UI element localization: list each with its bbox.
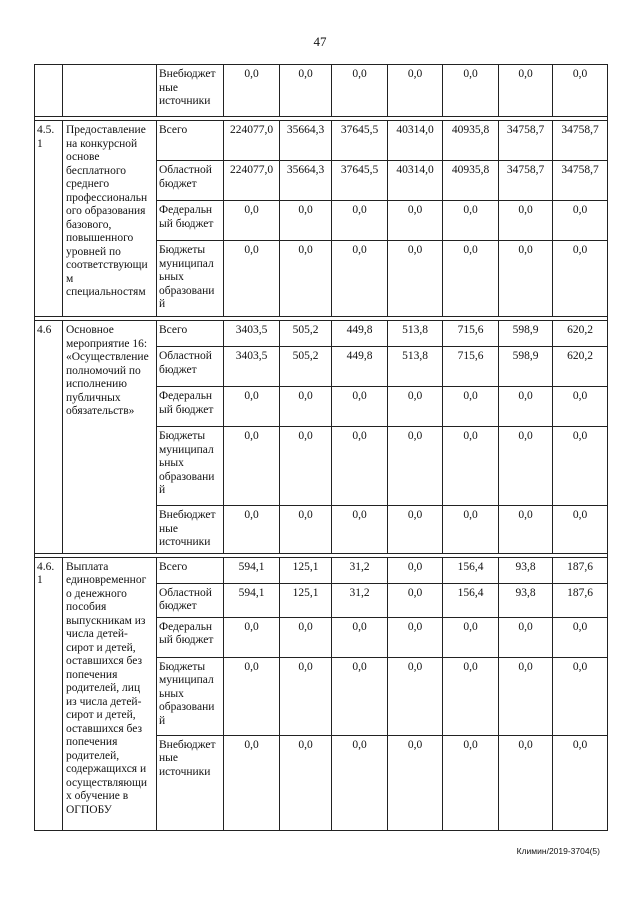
amount-cell: 35664,3 [280,121,332,161]
amount-cell: 224077,0 [224,161,280,201]
funding-source: Всего [157,321,224,347]
amount-cell: 0,0 [443,387,499,427]
amount-cell: 0,0 [443,201,499,241]
amount-cell: 0,0 [388,557,443,583]
amount-cell: 0,0 [224,735,280,830]
funding-source: Всего [157,121,224,161]
item-index: 4.6. 1 [35,557,63,830]
amount-cell: 0,0 [224,241,280,317]
amount-cell: 0,0 [388,201,443,241]
item-index: 4.6 [35,321,63,554]
amount-cell: 40314,0 [388,121,443,161]
amount-cell: 0,0 [224,387,280,427]
amount-cell: 0,0 [388,65,443,117]
amount-cell: 0,0 [332,65,388,117]
funding-source: Внебюджет ные источники [157,65,224,117]
amount-cell: 187,6 [553,557,608,583]
amount-cell: 598,9 [499,347,553,387]
amount-cell: 0,0 [499,506,553,554]
amount-cell: 0,0 [553,427,608,506]
amount-cell: 0,0 [280,427,332,506]
amount-cell: 156,4 [443,583,499,617]
amount-cell: 40935,8 [443,121,499,161]
amount-cell: 224077,0 [224,121,280,161]
amount-cell: 0,0 [553,735,608,830]
item-name: Предоставление на конкурсной основе бесплатного среднего профессиональн ого образования базового, повышенного уровней по соответствующи м специальностям [63,121,157,317]
funding-source: Федеральн ый бюджет [157,387,224,427]
amount-cell: 34758,7 [499,121,553,161]
table-row [35,121,608,161]
amount-cell: 0,0 [388,387,443,427]
amount-cell: 0,0 [332,241,388,317]
document-footer-code: Климин/2019-3704(5) [516,846,600,856]
amount-cell: 0,0 [332,201,388,241]
amount-cell: 0,0 [553,657,608,735]
amount-cell: 0,0 [499,657,553,735]
amount-cell: 0,0 [224,427,280,506]
amount-cell: 513,8 [388,321,443,347]
amount-cell: 0,0 [332,657,388,735]
amount-cell: 0,0 [332,506,388,554]
amount-cell: 0,0 [280,65,332,117]
table-row [35,321,608,347]
amount-cell: 620,2 [553,321,608,347]
funding-source: Областной бюджет [157,347,224,387]
funding-source: Внебюджет ные источники [157,506,224,554]
page-number: 47 [313,34,327,49]
amount-cell: 34758,7 [553,161,608,201]
item-name: Основное мероприятие 16: «Осуществление полномочий по исполнению публичных обязательств» [63,321,157,554]
amount-cell: 0,0 [332,735,388,830]
amount-cell: 0,0 [388,735,443,830]
amount-cell: 0,0 [443,427,499,506]
amount-cell: 0,0 [388,583,443,617]
amount-cell: 0,0 [224,65,280,117]
amount-cell: 3403,5 [224,347,280,387]
amount-cell: 0,0 [280,735,332,830]
amount-cell: 594,1 [224,557,280,583]
amount-cell: 0,0 [280,387,332,427]
funding-source: Федеральн ый бюджет [157,201,224,241]
funding-source: Федеральн ый бюджет [157,617,224,657]
amount-cell: 505,2 [280,321,332,347]
amount-cell: 0,0 [224,506,280,554]
amount-cell: 0,0 [280,657,332,735]
amount-cell: 715,6 [443,321,499,347]
amount-cell: 0,0 [388,241,443,317]
amount-cell: 594,1 [224,583,280,617]
amount-cell: 0,0 [388,657,443,735]
amount-cell: 0,0 [499,427,553,506]
amount-cell: 3403,5 [224,321,280,347]
amount-cell: 0,0 [224,617,280,657]
amount-cell: 0,0 [332,617,388,657]
amount-cell: 0,0 [388,617,443,657]
amount-cell: 34758,7 [553,121,608,161]
amount-cell: 0,0 [553,506,608,554]
amount-cell: 0,0 [443,506,499,554]
amount-cell: 0,0 [443,65,499,117]
item-name [63,65,157,117]
amount-cell: 0,0 [224,657,280,735]
amount-cell: 0,0 [443,735,499,830]
amount-cell: 0,0 [499,241,553,317]
funding-source: Всего [157,557,224,583]
amount-cell: 0,0 [443,657,499,735]
funding-source: Областной бюджет [157,583,224,617]
amount-cell: 0,0 [499,201,553,241]
amount-cell: 449,8 [332,347,388,387]
amount-cell: 0,0 [280,241,332,317]
table-row [35,557,608,583]
item-index: 4.5. 1 [35,121,63,317]
amount-cell: 37645,5 [332,161,388,201]
amount-cell: 0,0 [332,427,388,506]
amount-cell: 40935,8 [443,161,499,201]
amount-cell: 0,0 [443,241,499,317]
amount-cell: 0,0 [553,387,608,427]
amount-cell: 505,2 [280,347,332,387]
amount-cell: 125,1 [280,583,332,617]
funding-source: Бюджеты муниципал ьных образовани й [157,657,224,735]
amount-cell: 0,0 [553,201,608,241]
amount-cell: 125,1 [280,557,332,583]
amount-cell: 0,0 [553,241,608,317]
amount-cell: 0,0 [553,617,608,657]
amount-cell: 0,0 [499,735,553,830]
amount-cell: 0,0 [224,201,280,241]
amount-cell: 37645,5 [332,121,388,161]
amount-cell: 715,6 [443,347,499,387]
amount-cell: 0,0 [553,65,608,117]
amount-cell: 35664,3 [280,161,332,201]
amount-cell: 0,0 [499,65,553,117]
amount-cell: 0,0 [280,617,332,657]
amount-cell: 93,8 [499,583,553,617]
budget-table [34,64,608,831]
amount-cell: 0,0 [280,506,332,554]
table-row [35,65,608,117]
amount-cell: 513,8 [388,347,443,387]
amount-cell: 598,9 [499,321,553,347]
funding-source: Бюджеты муниципал ьных образовани й [157,241,224,317]
amount-cell: 31,2 [332,583,388,617]
amount-cell: 0,0 [388,427,443,506]
amount-cell: 0,0 [499,617,553,657]
amount-cell: 156,4 [443,557,499,583]
amount-cell: 449,8 [332,321,388,347]
amount-cell: 620,2 [553,347,608,387]
amount-cell: 93,8 [499,557,553,583]
amount-cell: 0,0 [499,387,553,427]
amount-cell: 31,2 [332,557,388,583]
item-index [35,65,63,117]
amount-cell: 34758,7 [499,161,553,201]
item-name: Выплата единовременног о денежного пособия выпускникам из числа детей-сирот и детей, оставшихся без попечения родителей, лиц из числа детей-сирот и детей, оставшихся без попечения родителей, содержащихся и осуществляющи х обучение в ОГПОБУ [63,557,157,830]
amount-cell: 0,0 [332,387,388,427]
amount-cell: 187,6 [553,583,608,617]
amount-cell: 0,0 [280,201,332,241]
funding-source: Областной бюджет [157,161,224,201]
amount-cell: 0,0 [388,506,443,554]
funding-source: Внебюджет ные источники [157,735,224,830]
amount-cell: 40314,0 [388,161,443,201]
amount-cell: 0,0 [443,617,499,657]
funding-source: Бюджеты муниципал ьных образовани й [157,427,224,506]
